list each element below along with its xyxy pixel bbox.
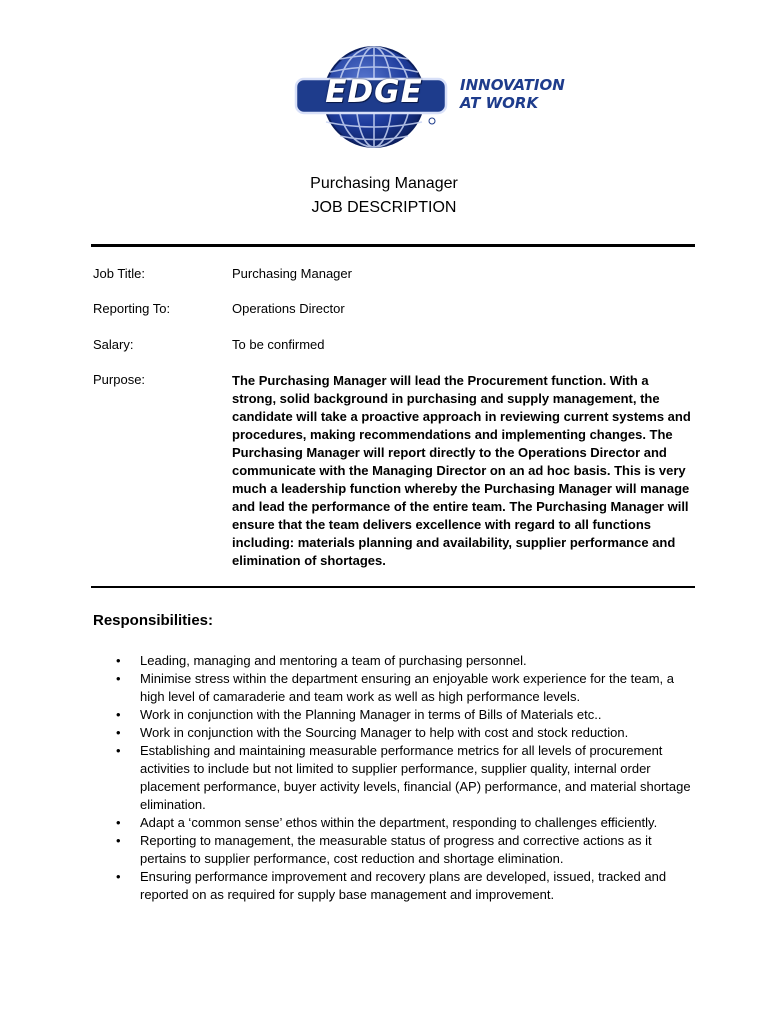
list-item: • Minimise stress within the department ensuring an enjoyable work experience for the team, a high level of camaraderie and team work as well as high performance levels.: [140, 670, 696, 706]
logo-tagline: [460, 76, 565, 112]
reporting-to-label: Reporting To:: [93, 301, 171, 316]
salary-value: To be confirmed: [232, 337, 325, 352]
edge-logo: [290, 44, 565, 152]
list-item: • Leading, managing and mentoring a team of purchasing personnel.: [140, 652, 696, 670]
list-item: • Establishing and maintaining measurable performance metrics for all levels of procurement activities to include but not limited to supplier performance, supplier quality, internal order placement performance, buyer activity levels, financial (AP) performance, and material shortage elimination.: [140, 742, 696, 814]
purpose-label: Purpose:: [93, 372, 146, 387]
divider-bottom: [91, 586, 695, 588]
list-item: • Reporting to management, the measurable status of progress and corrective actions as it pertains to supplier performance, cost reduction and shortage elimination.: [140, 832, 696, 868]
list-item: • Work in conjunction with the Planning Manager in terms of Bills of Materials etc..: [140, 706, 696, 724]
list-item: • Adapt a ‘common sense’ ethos within the department, responding to challenges efficiently.: [140, 814, 696, 832]
document-title: Purchasing Manager: [310, 175, 458, 192]
reporting-to-value: Operations Director: [232, 301, 345, 316]
list-item: • Work in conjunction with the Sourcing Manager to help with cost and stock reduction.: [140, 724, 696, 742]
salary-label: Salary:: [93, 337, 134, 352]
responsibilities-list: [140, 652, 696, 904]
job-title-value: Purchasing Manager: [232, 266, 352, 281]
document-subtitle: JOB DESCRIPTION: [311, 199, 457, 216]
tagline-line-2: AT WORK: [460, 94, 539, 112]
purpose-text: The Purchasing Manager will lead the Procurement function. With a strong, solid background in purchasing and supply management, the candidate will take a proactive approach in reviewing current systems and procedures, making recommendations and implementing changes. The Purchasing Manager will report directly to the Operations Director and communicate with the Managing Director on an ad hoc basis. This is very much a leadership function whereby the Purchasing Manager will manage and lead the performance of the entire team. The Purchasing Manager will ensure that the team delivers excellence with regard to all functions including: materials planning and availability, supplier performance and elimination of shortages.: [232, 373, 691, 568]
list-item: • Ensuring performance improvement and recovery plans are developed, issued, tracked and reported on as required for supply base management and improvement.: [140, 868, 696, 904]
tagline-line-1: INNOVATION: [460, 76, 565, 94]
logo-wordmark: EDGE: [325, 74, 423, 110]
responsibilities-heading: Responsibilities:: [93, 612, 214, 629]
job-title-label: Job Title:: [93, 266, 146, 281]
divider-top: [91, 244, 695, 247]
